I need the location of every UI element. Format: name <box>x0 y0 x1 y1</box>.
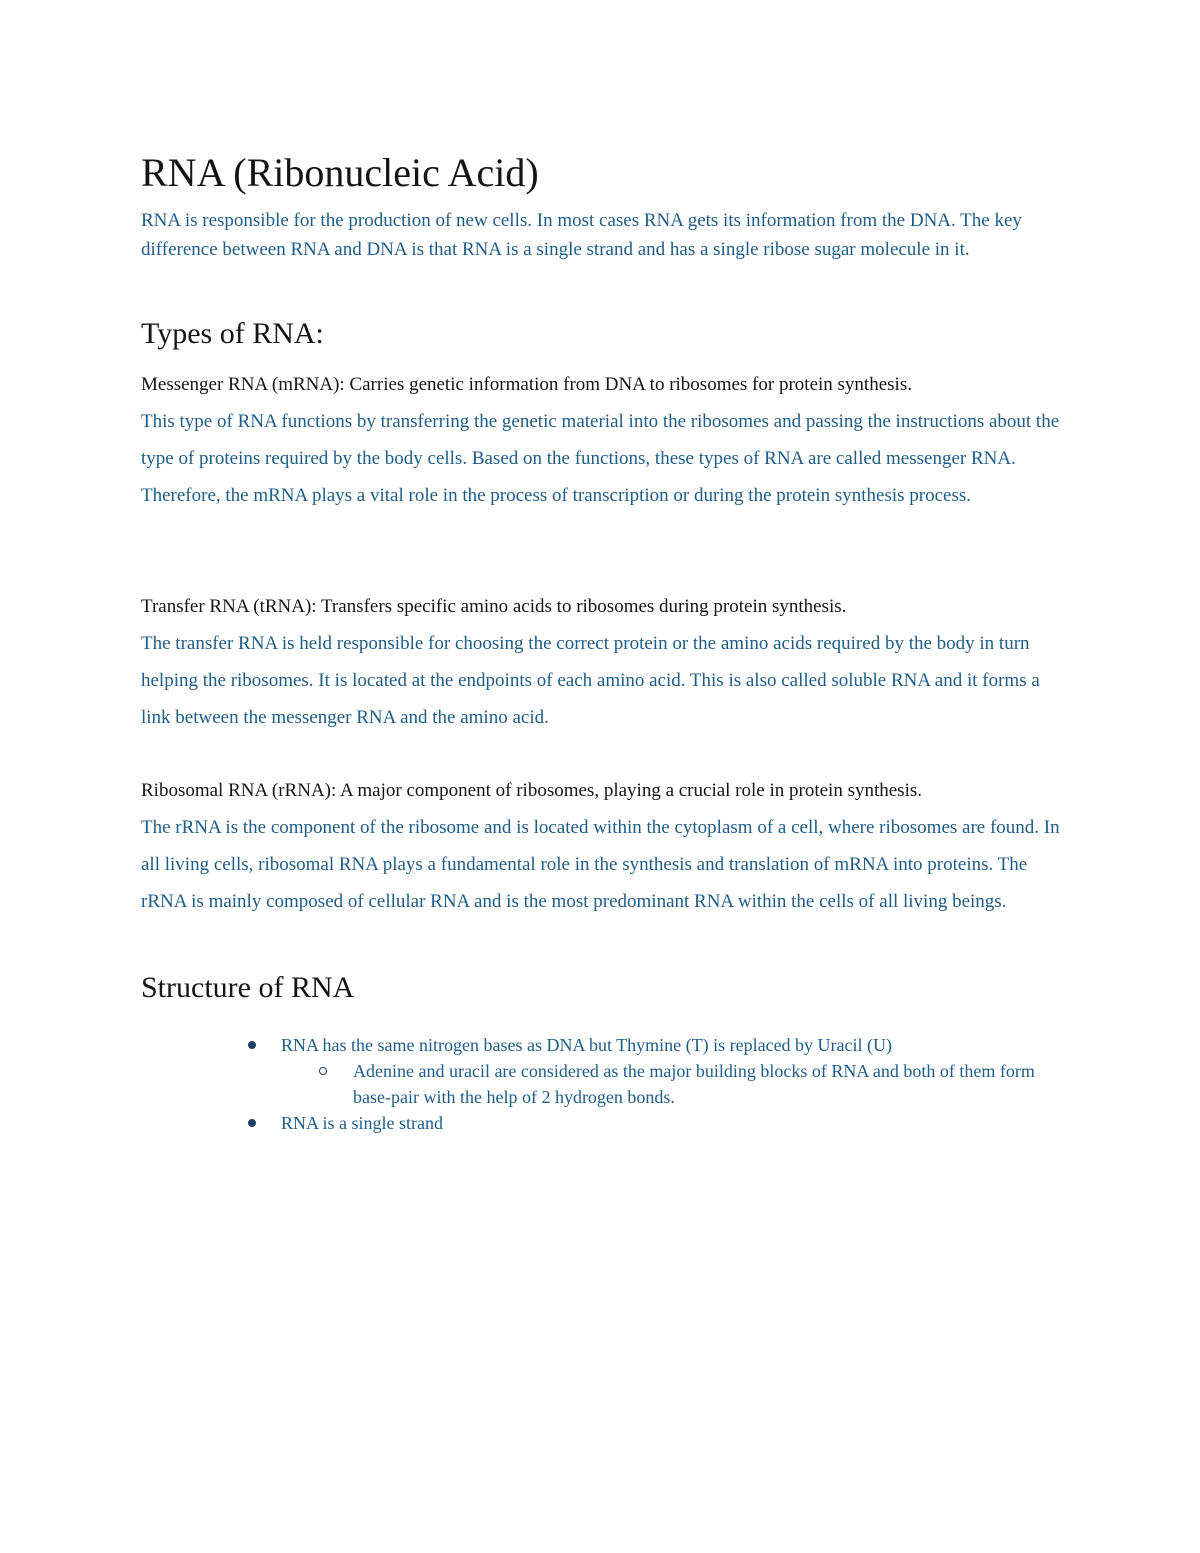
structure-heading: Structure of RNA <box>141 971 355 1004</box>
hollow-circle-bullet-icon <box>319 1067 327 1075</box>
trna-description: The transfer RNA is held responsible for choosing the correct protein or the amino acids required by the body in turn helping the ribosomes. It is located at the endpoints of each amino acid. This is also called soluble RNA and it forms a link between the messenger RNA and the amino acid. <box>141 633 1040 728</box>
list-item <box>281 1110 1071 1136</box>
intro-paragraph: RNA is responsible for the production of new cells. In most cases RNA gets its information from the DNA. The key difference between RNA and DNA is that RNA is a single strand and has a single ribose sugar molecule in it. <box>141 210 1022 260</box>
rrna-description: The rRNA is the component of the ribosome and is located within the cytoplasm of a cell, where ribosomes are found. In all living cells, ribosomal RNA plays a fundamental role in the synthesis and translation of mRNA into proteins. The rRNA is mainly composed of cellular RNA and is the most predominant RNA within the cells of all living beings. <box>141 817 1060 912</box>
mrna-lead: Messenger RNA (mRNA): Carries genetic information from DNA to ribosomes for protein synthesis. <box>141 374 912 395</box>
filled-circle-bullet-icon <box>248 1041 256 1049</box>
list-item <box>281 1032 1071 1110</box>
mrna-section <box>141 366 1071 514</box>
trna-lead: Transfer RNA (tRNA): Transfers specific amino acids to ribosomes during protein synthesis. <box>141 596 847 617</box>
list-item-text: RNA is a single strand <box>281 1113 443 1133</box>
rrna-section <box>141 772 1071 920</box>
page-title: RNA (Ribonucleic Acid) <box>141 150 539 195</box>
sub-list-item <box>353 1058 1071 1110</box>
filled-circle-bullet-icon <box>248 1119 256 1127</box>
list-item-text: RNA has the same nitrogen bases as DNA but Thymine (T) is replaced by Uracil (U) <box>281 1035 893 1055</box>
trna-section <box>141 588 1071 736</box>
sub-list-item-text: Adenine and uracil are considered as the major building blocks of RNA and both of them form base-pair with the help of 2 hydrogen bonds. <box>353 1061 1035 1107</box>
rrna-lead: Ribosomal RNA (rRNA): A major component of ribosomes, playing a crucial role in protein synthesis. <box>141 780 922 801</box>
document-body <box>141 150 1071 1136</box>
structure-list <box>141 1032 1071 1136</box>
mrna-description: This type of RNA functions by transferring the genetic material into the ribosomes and passing the instructions about the type of proteins required by the body cells. Based on the functions, these types of RNA are called messenger RNA. Therefore, the mRNA plays a vital role in the process of transcription or during the protein synthesis process. <box>141 411 1060 506</box>
types-heading: Types of RNA: <box>141 317 324 350</box>
sub-list <box>281 1058 1071 1110</box>
